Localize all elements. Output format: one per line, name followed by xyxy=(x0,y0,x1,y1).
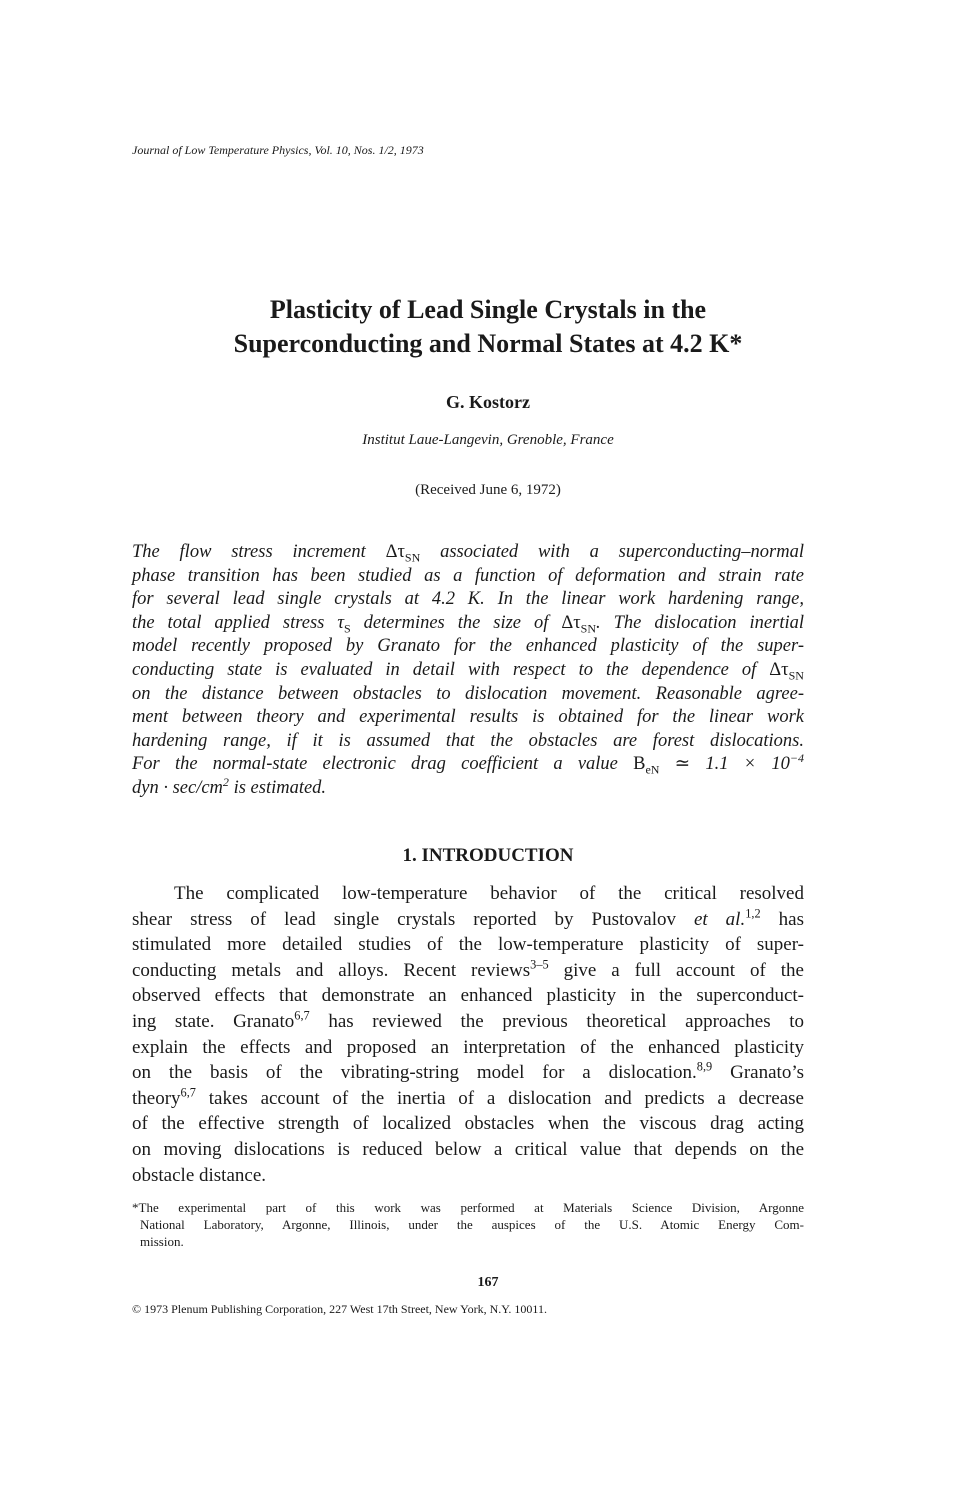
section-heading: 1. INTRODUCTION xyxy=(402,845,574,866)
footnote-line: *The experimental part of this work was performed at Materials Science Division, Argonne xyxy=(132,1200,804,1215)
abstract-line: For the normal-state electronic drag coefficient a value $B_{eN}$ ≃ $1.1 \times 10^{-4}$ xyxy=(132,751,804,778)
abstract-line: hardening range, if it is assumed that the obstacles are forest dislocations. xyxy=(132,730,804,751)
intro-line: ing state. Granato$^{6,7}$ has reviewed the previous theoretical approaches to xyxy=(132,1008,804,1032)
abstract-line: phase transition has been studied as a function of deformation and strain rate xyxy=(132,565,804,586)
abstract xyxy=(132,541,804,801)
abstract-line: model recently proposed by Granato for the enhanced plasticity of the super- xyxy=(132,636,804,657)
abstract-line: The flow stress increment $\Delta\tau_{SN}$ associated with a superconducting–normal xyxy=(132,542,805,565)
intro-line: theory$^{6,7}$ takes account of the inertia of a dislocation and predicts a decrease xyxy=(132,1085,804,1109)
paper-title xyxy=(0,293,976,361)
intro-line: observed effects that demonstrate an enhanced plasticity in the superconduct- xyxy=(132,985,804,1007)
copyright-notice: © 1973 Plenum Publishing Corporation, 227 West 17th Street, New York, N.Y. 10011. xyxy=(132,1302,547,1316)
journal-header: Journal of Low Temperature Physics, Vol. 10, Nos. 1/2, 1973 xyxy=(132,143,424,157)
introduction-text xyxy=(132,881,804,1188)
intro-line: stimulated more detailed studies of the low-temperature plasticity of super- xyxy=(132,934,804,956)
abstract-line: ment between theory and experimental results is obtained for the linear work xyxy=(132,707,804,728)
footnote xyxy=(132,1199,804,1250)
intro-line: on moving dislocations is reduced below a critical value that depends on the xyxy=(132,1138,804,1160)
intro-line: explain the effects and proposed an interpretation of the enhanced plasticity xyxy=(132,1036,804,1058)
intro-line: obstacle distance. xyxy=(132,1164,267,1186)
footnote-line: mission. xyxy=(140,1234,184,1249)
intro-line: of the effective strength of localized obstacles when the viscous drag acting xyxy=(132,1113,804,1135)
footnote-line: National Laboratory, Argonne, Illinois, under the auspices of the U.S. Atomic Energy Com- xyxy=(140,1217,804,1232)
intro-line: shear stress of lead single crystals reported by Pustovalov et al.$^{1,2}$ has xyxy=(132,906,804,930)
title-line-1: Plasticity of Lead Single Crystals in the xyxy=(269,295,707,324)
abstract-line: dyn · $\sec/cm^2$ is estimated. xyxy=(132,774,327,798)
abstract-line: for several lead single crystals at 4.2 K. In the linear work hardening range, xyxy=(132,589,804,610)
abstract-line: conducting state is evaluated in detail with respect to the dependence of $\Delta\tau_{SN}$ xyxy=(132,659,804,683)
author-name: G. Kostorz xyxy=(446,392,530,412)
abstract-line: the total applied stress $\tau_S$ determines the size of $\Delta\tau_{SN}$. The dislocation inertial xyxy=(132,612,804,636)
affiliation: Institut Laue-Langevin, Grenoble, France xyxy=(362,432,614,448)
received-date: (Received June 6, 1972) xyxy=(415,482,561,498)
intro-line: conducting metals and alloys. Recent reviews$^{3-5}$ give a full account of the xyxy=(132,957,804,981)
abstract-line: on the distance between obstacles to dislocation movement. Reasonable agree- xyxy=(132,683,804,704)
intro-line: The complicated low-temperature behavior of the critical resolved xyxy=(174,883,804,904)
intro-line: on the basis of the vibrating-string model for a dislocation.$^{8,9}$ Granato’s xyxy=(132,1059,804,1084)
title-line-2: Superconducting and Normal States at 4.2 K* xyxy=(233,329,743,358)
page-number: 167 xyxy=(477,1275,499,1290)
